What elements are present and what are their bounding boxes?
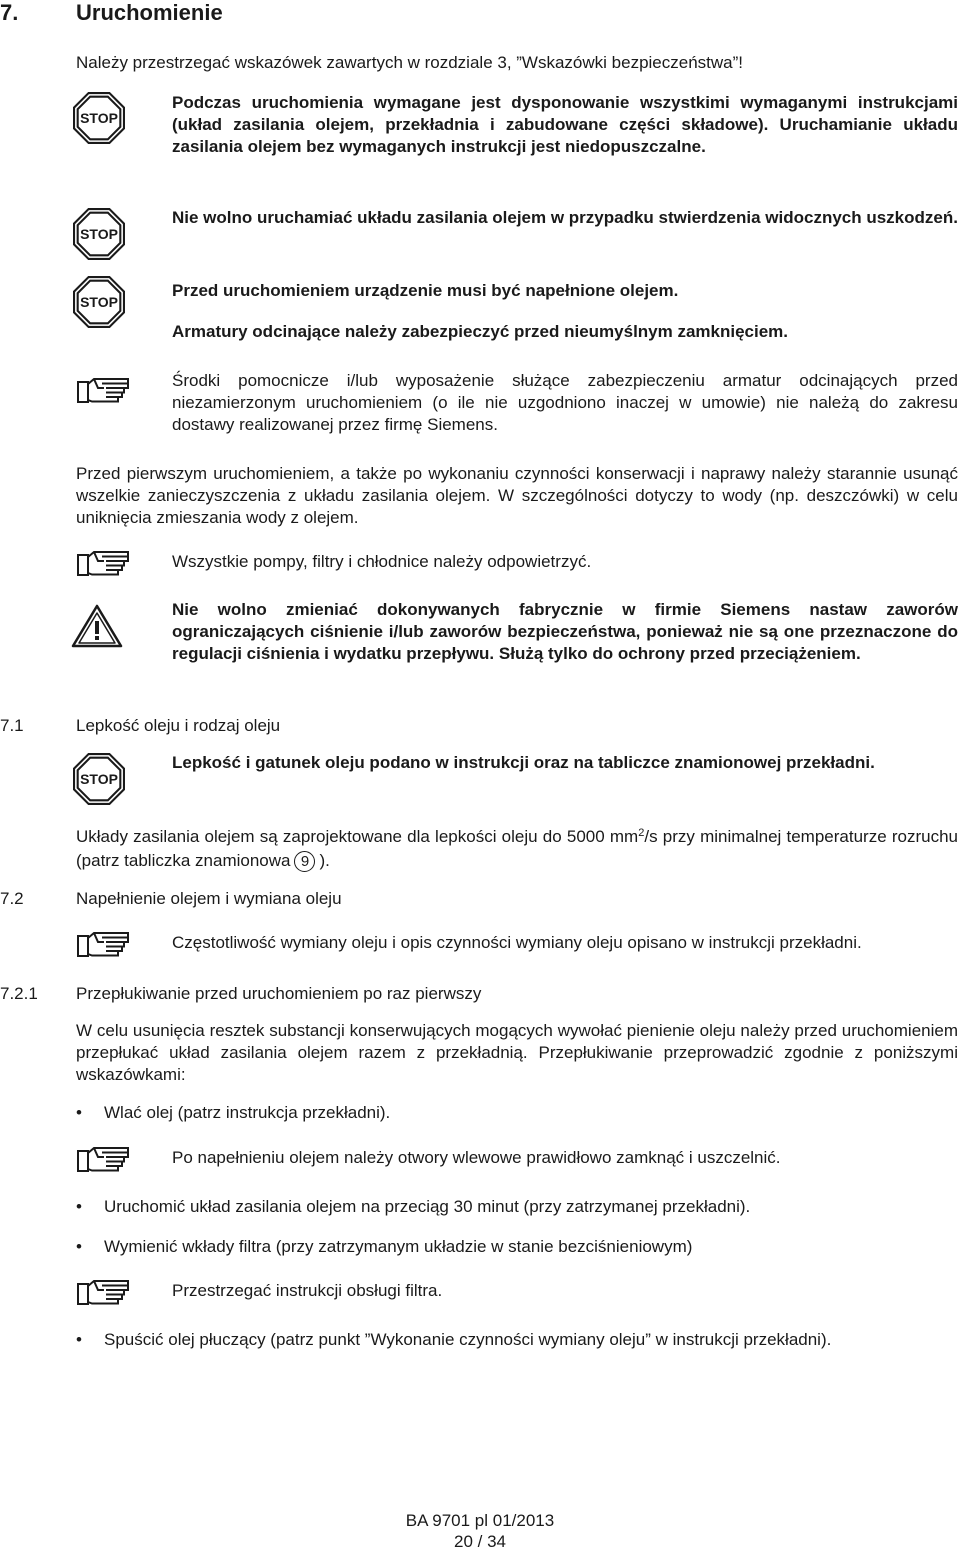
stop-label: STOP (80, 771, 118, 787)
stop-notice-2: Nie wolno uruchamiać układu zasilania olejem w przypadku stwierdzenia widocznych uszkodzeń. (172, 208, 958, 227)
paragraph-2 (76, 825, 958, 873)
paragraph-2-text-cont: /s przy minimalnej temperaturze rozruchu (patrz tabliczka znamionowa (76, 827, 958, 870)
stop-sign-icon (73, 753, 125, 805)
section-number: 7. (0, 0, 19, 25)
bullet-marker: • (76, 1330, 82, 1349)
pointing-hand-icon (76, 1278, 132, 1308)
subsection-number-7-2: 7.2 (0, 889, 24, 908)
subsection-number-7-2-1: 7.2.1 (0, 984, 38, 1003)
subsection-number-7-1: 7.1 (0, 716, 24, 735)
stop-sign-icon (73, 208, 125, 260)
superscript: 2 (638, 827, 645, 839)
pointing-hand-icon (76, 1145, 132, 1175)
note-4: Po napełnieniu olejem należy otwory wlewowe prawidłowo zamknąć i uszczelnić. (172, 1148, 781, 1167)
note-3: Częstotliwość wymiany oleju i opis czynności wymiany oleju opisano w instrukcji przekładni. (172, 933, 862, 952)
stop-notice-3b: Armatury odcinające należy zabezpieczyć przed nieumyślnym zamknięciem. (172, 322, 789, 341)
stop-notice-1: Podczas uruchomienia wymagane jest dysponowanie wszystkimi wymaganymi instrukcjami (układ zasilania olejem, przekładnia i zabudowane części składowe). Uruchamianie układu zasilania olejem bez wymaganych instrukcji jest niedopuszczalne. (172, 93, 958, 156)
stop-sign-icon (73, 276, 125, 328)
footer-document-id: BA 9701 pl 01/2013 (405, 1511, 555, 1530)
subsection-title-7-1: Lepkość oleju i rodzaj oleju (76, 716, 281, 735)
stop-label: STOP (80, 110, 118, 126)
paragraph-1: Przed pierwszym uruchomieniem, a także po wykonaniu czynności konserwacji i naprawy należy starannie usunąć wszelkie zanieczyszczenia z układu zasilania olejem. W szczególności dotyczy to wody (np. deszczówki) w celu uniknięcia zmieszania wody z olejem. (76, 464, 958, 527)
paragraph-2-text: Układy zasilania olejem są zaprojektowane dla lepkości oleju do 5000 mm (76, 827, 639, 846)
paragraph-3: W celu usunięcia resztek substancji konserwujących mogących wywołać pienienie oleju należy przed uruchomieniem przepłukać układ zasilania olejem razem z przekładnią. Przepłukiwanie przeprowadzić zgodnie z poniższymi wskazówkami: (76, 1021, 958, 1084)
stop-notice-3a: Przed uruchomieniem urządzenie musi być napełnione olejem. (172, 281, 679, 300)
intro-text: Należy przestrzegać wskazówek zawartych w rozdziale 3, ”Wskazówki bezpieczeństwa”! (76, 53, 744, 72)
footer-page-number: 20 / 34 (454, 1532, 506, 1551)
note-5: Przestrzegać instrukcji obsługi filtra. (172, 1281, 443, 1300)
subsection-title-7-2-1: Przepłukiwanie przed uruchomieniem po raz pierwszy (76, 984, 482, 1003)
bullet-item-2: Uruchomić układ zasilania olejem na przeciąg 30 minut (przy zatrzymanej przekładni). (104, 1197, 751, 1216)
bullet-item-3: Wymienić wkłady filtra (przy zatrzymanym układzie w stanie bezciśnieniowym) (104, 1237, 693, 1256)
subsection-title-7-2: Napełnienie olejem i wymiana oleju (76, 889, 342, 908)
pointing-hand-icon (76, 930, 132, 960)
bullet-marker: • (76, 1103, 82, 1122)
reference-marker: 9 (294, 851, 315, 872)
stop-label: STOP (80, 294, 118, 310)
stop-label: STOP (80, 226, 118, 242)
stop-notice-4: Lepkość i gatunek oleju podano w instrukcji oraz na tabliczce znamionowej przekładni. (172, 753, 875, 772)
stop-sign-icon (73, 92, 125, 144)
note-1: Środki pomocnicze i/lub wyposażenie służące zabezpieczeniu armatur odcinających przed niezamierzonym uruchomieniem (o ile nie uzgodniono inaczej w umowie) nie należą do zakresu dostawy realizowanej przez firmę Siemens. (172, 371, 958, 434)
bullet-marker: • (76, 1237, 82, 1256)
pointing-hand-icon (76, 376, 132, 406)
warning-text: Nie wolno zmieniać dokonywanych fabrycznie w firmie Siemens nastaw zaworów ograniczających ciśnienie i/lub zaworów bezpieczeństwa, ponieważ nie są one przeznaczone do regulacji ciśnienia i wydatku przepływu. Służą tylko do ochrony przed przeciążeniem. (172, 600, 958, 663)
bullet-marker: • (76, 1197, 82, 1216)
bullet-item-4: Spuścić olej płuczący (patrz punkt ”Wykonanie czynności wymiany oleju” w instrukcji przekładni). (104, 1330, 832, 1349)
note-2: Wszystkie pompy, filtry i chłodnice należy odpowietrzyć. (172, 552, 592, 571)
paragraph-2-end: ). (319, 851, 330, 870)
section-title: Uruchomienie (76, 0, 223, 25)
bullet-item-1: Wlać olej (patrz instrukcja przekładni). (104, 1103, 391, 1122)
pointing-hand-icon (76, 549, 132, 579)
warning-triangle-icon (71, 604, 123, 648)
